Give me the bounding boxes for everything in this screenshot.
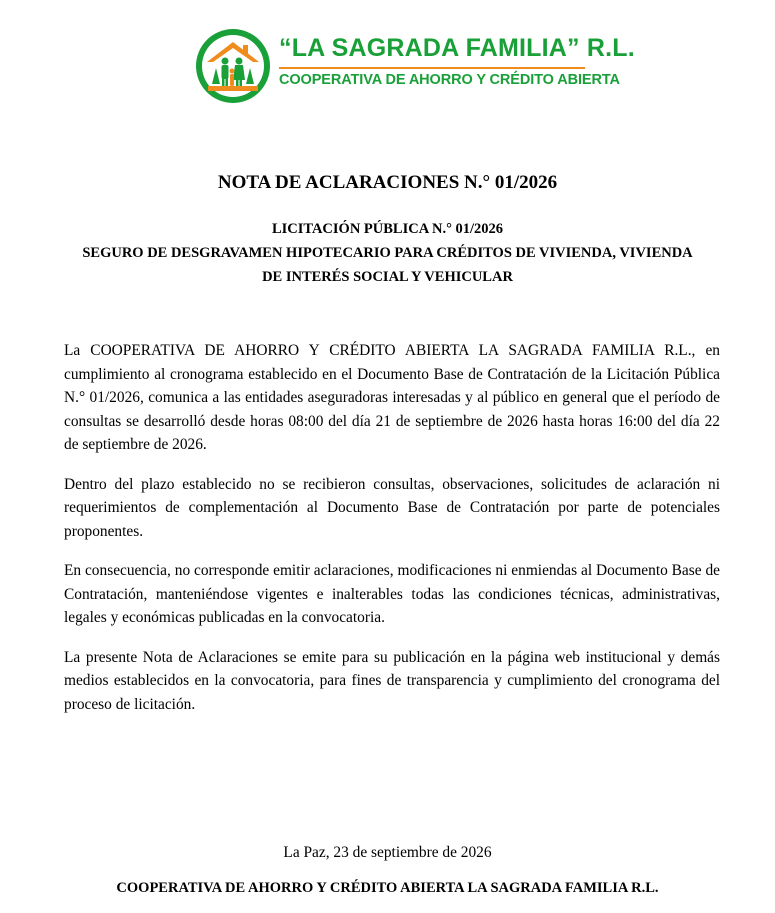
paragraph-no-queries: Dentro del plazo establecido no se recibieron consultas, observaciones, solicitudes de aclaración ni requerimientos de complementación al Documento Base de Contratación por parte de potenciales proponentes. xyxy=(64,475,720,540)
paragraph-consultation-period: La COOPERATIVA DE AHORRO Y CRÉDITO ABIERTA LA SAGRADA FAMILIA R.L., en cumplimiento al cronograma establecido en el Documento Base de Contratación de la Licitación Pública N.° 01/2026, comunica a las entidades aseguradoras interesadas y al público en general que el período de consultas se desarrolló desde horas 08:00 del día 21 de septiembre de 2026 hasta horas 16:00 del día 22 de septiembre de 2026. xyxy=(64,342,720,453)
signature-organization: COOPERATIVA DE AHORRO Y CRÉDITO ABIERTA LA SAGRADA FAMILIA R.L. xyxy=(116,880,659,896)
place-and-date: La Paz, 23 de septiembre de 2026 xyxy=(283,844,492,861)
brand-divider xyxy=(279,67,585,69)
letterhead xyxy=(195,28,635,106)
brand-subtitle: COOPERATIVA DE AHORRO Y CRÉDITO ABIERTA xyxy=(279,72,620,88)
brand-name: “LA SAGRADA FAMILIA” R.L. xyxy=(279,34,635,62)
paragraph-no-amendments: En consecuencia, no corresponde emitir aclaraciones, modificaciones ni enmiendas al Documento Base de Contratación, manteniéndose vigentes e inalterables todas las condiciones técnicas, administrativas, legales y económicas publicadas en la convocatoria. xyxy=(64,562,720,626)
tender-subheading xyxy=(60,217,715,289)
family-house-logo-icon xyxy=(195,28,271,104)
tender-subject-line-1: SEGURO DE DESGRAVAMEN HIPOTECARIO PARA CRÉDITOS DE VIVIENDA, VIVIENDA xyxy=(82,245,693,261)
paragraph-publication: La presente Nota de Aclaraciones se emite para su publicación en la página web institucional y demás medios establecidos en la convocatoria, para fines de transparencia y cumplimiento del cronograma del proceso de licitación. xyxy=(64,648,720,713)
document-body xyxy=(64,339,720,732)
document-title: NOTA DE ACLARACIONES N.° 01/2026 xyxy=(217,172,558,193)
tender-subject-line-2: DE INTERÉS SOCIAL Y VEHICULAR xyxy=(262,269,513,285)
tender-number: LICITACIÓN PÚBLICA N.° 01/2026 xyxy=(271,221,504,237)
